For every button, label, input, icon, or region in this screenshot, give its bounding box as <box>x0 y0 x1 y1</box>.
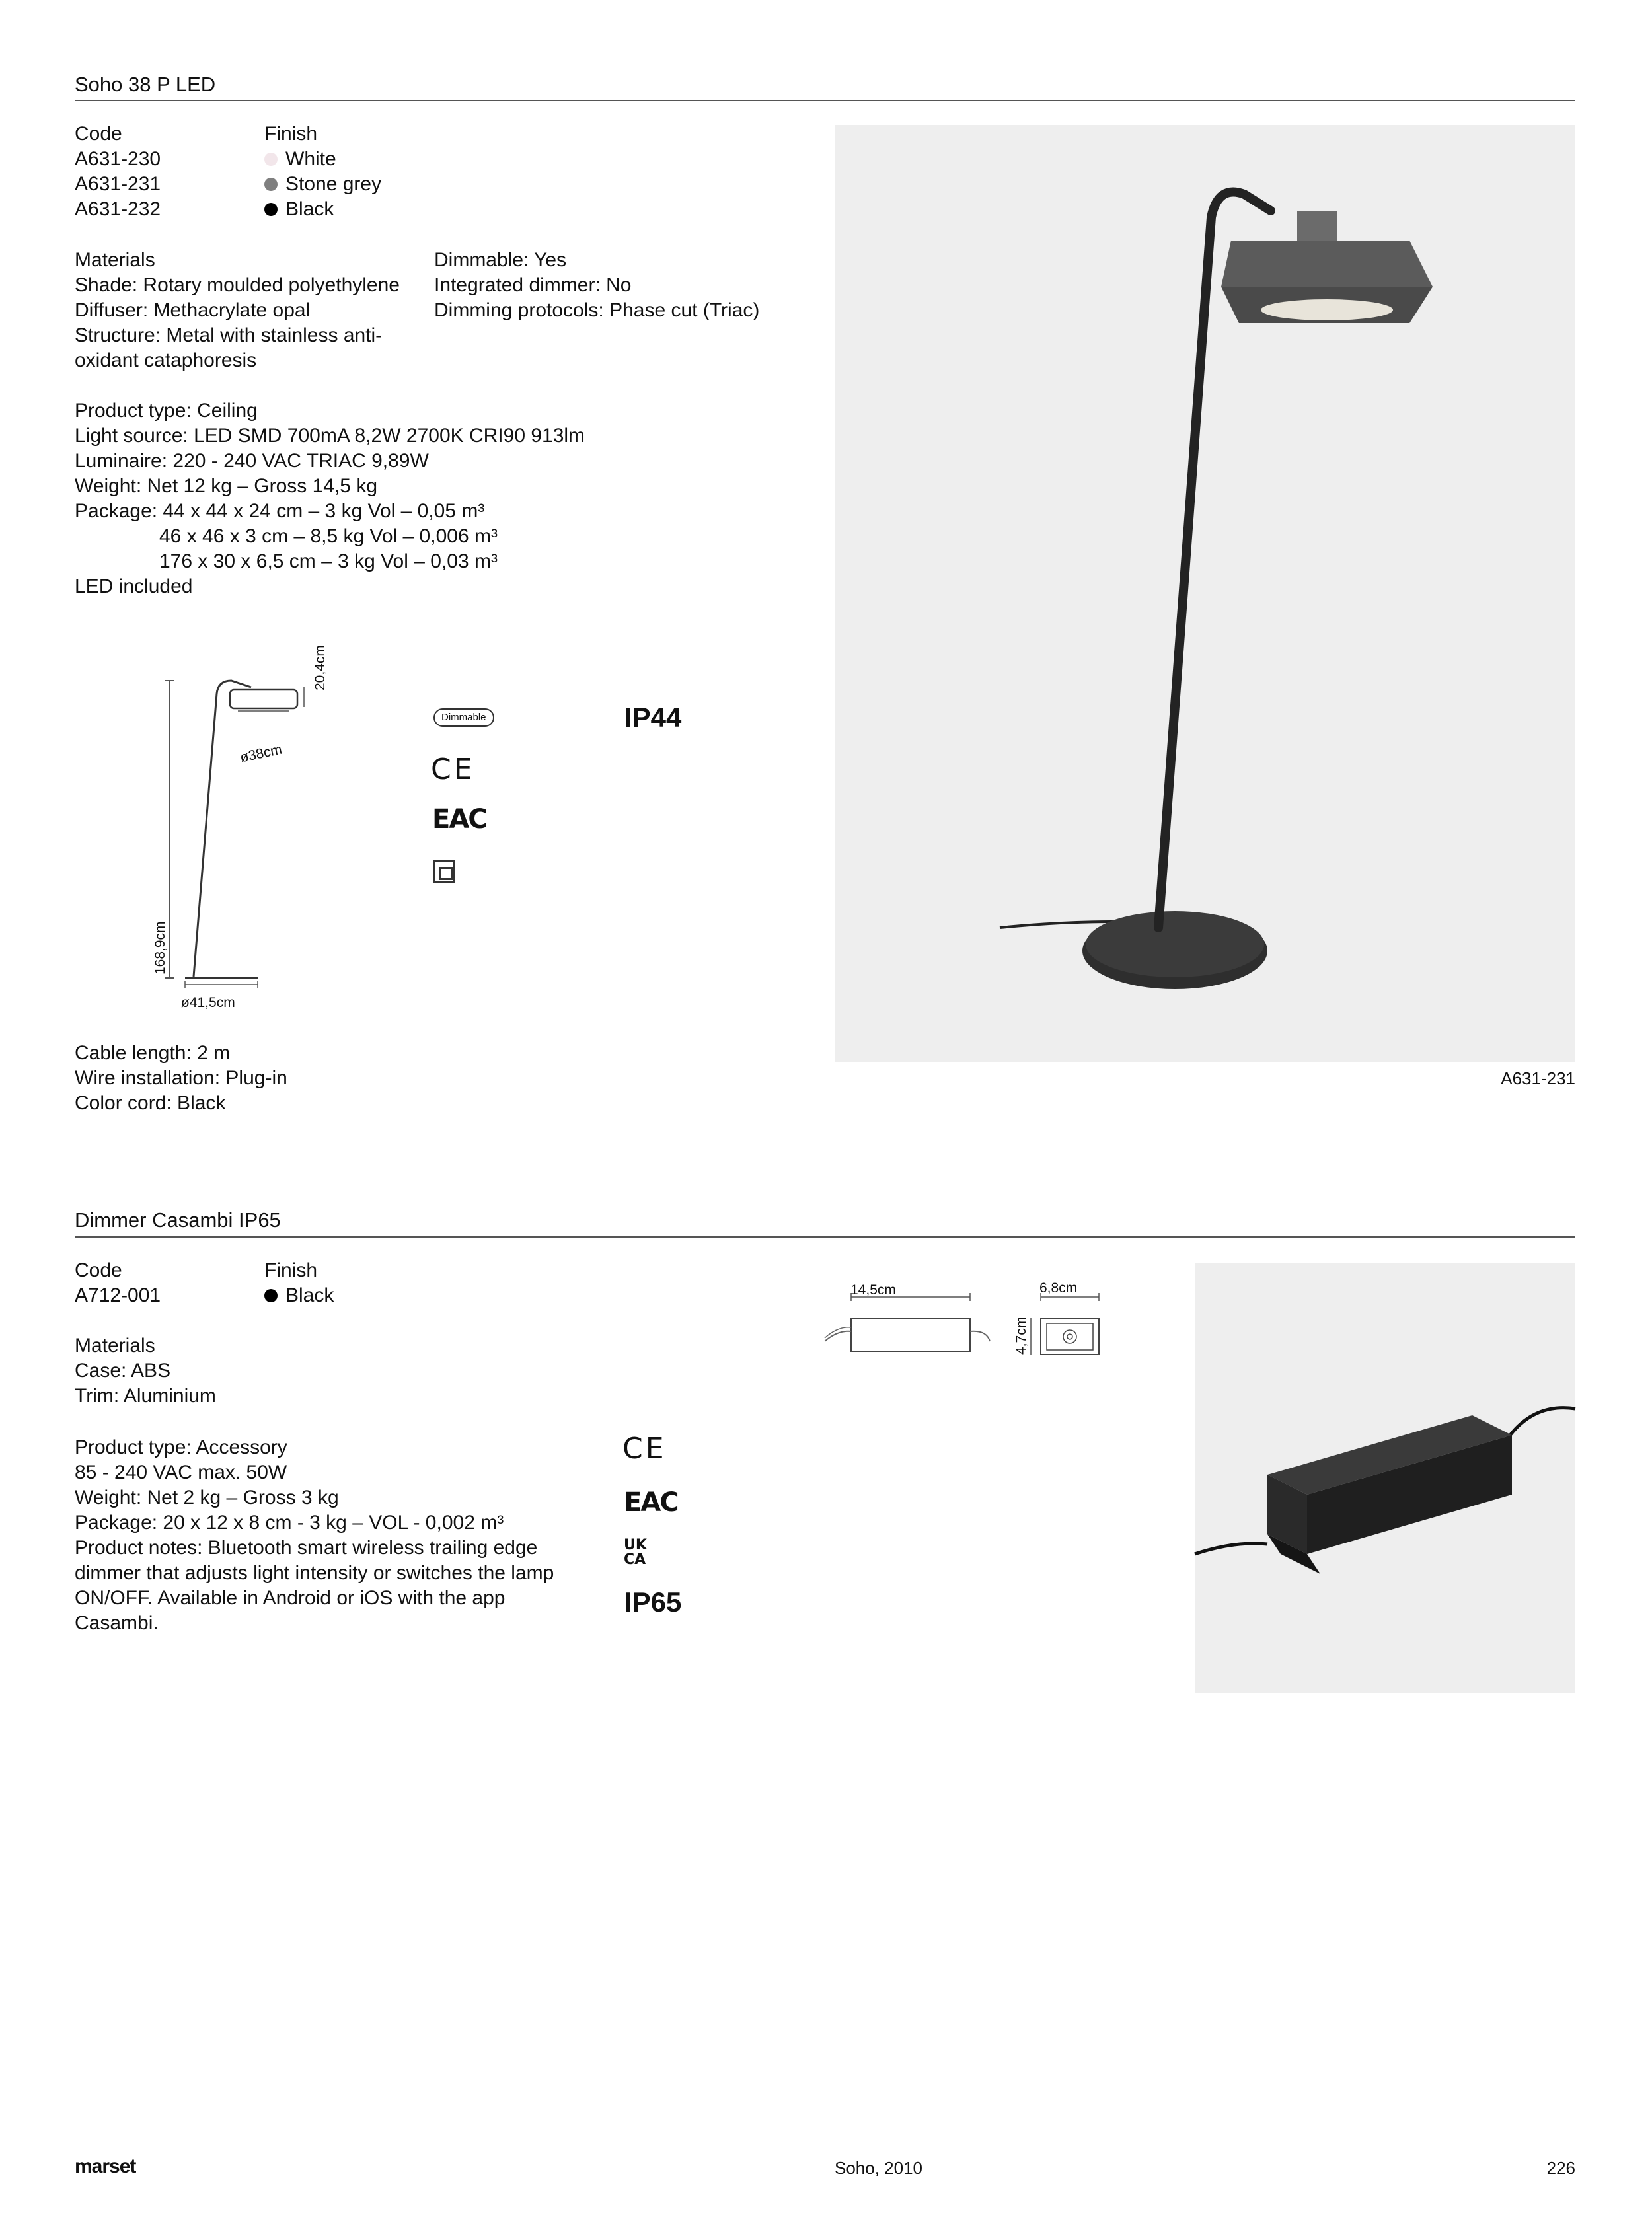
lamp-stem <box>194 681 251 977</box>
cable-line: Color cord: Black <box>75 1092 226 1114</box>
variant-code: A712-001 <box>75 1284 161 1306</box>
variant-code: A631-232 <box>75 198 161 220</box>
spec-line: Package: 20 x 12 x 8 cm - 3 kg – VOL - 0,002 m³ <box>75 1512 504 1534</box>
finish-header: Finish <box>264 1259 318 1281</box>
spec-line: Luminaire: 220 - 240 VAC TRIAC 9,89W <box>75 450 429 472</box>
page-number: 226 <box>1546 2158 1575 2178</box>
dimmer-length-label: 14,5cm <box>850 1282 896 1298</box>
ce-mark-icon: CE <box>431 753 475 786</box>
spec-line: 85 - 240 VAC max. 50W <box>75 1462 287 1483</box>
ce-mark-icon: CE <box>622 1432 667 1466</box>
section2-divider <box>75 1236 1575 1238</box>
material-line: Trim: Aluminium <box>75 1385 216 1407</box>
shade-diameter-label: ø38cm <box>239 741 283 766</box>
section1-code-column <box>75 122 161 222</box>
code-header: Code <box>75 123 122 145</box>
led-included: LED included <box>75 576 193 597</box>
brand-logo: marset <box>75 2155 136 2177</box>
photo-caption: A631-231 <box>1501 1068 1575 1088</box>
product-photo-floor-lamp <box>835 125 1575 1062</box>
variant-code: A631-231 <box>75 173 161 195</box>
section1-materials <box>75 248 400 373</box>
section2-title: Dimmer Casambi IP65 <box>75 1208 281 1232</box>
finish-swatch-white <box>264 153 278 166</box>
section2-materials <box>75 1333 216 1409</box>
material-line: Diffuser: Methacrylate opal <box>75 299 311 321</box>
spec-line: 46 x 46 x 3 cm – 8,5 kg Vol – 0,006 m³ <box>159 525 498 547</box>
spec-line: Product type: Ceiling <box>75 400 258 422</box>
spec-line: 176 x 30 x 6,5 cm – 3 kg Vol – 0,03 m³ <box>159 550 498 572</box>
shade-height-label: 20,4cm <box>313 645 328 690</box>
finish-swatch-stone-grey <box>264 178 278 191</box>
section1-specs <box>75 398 585 599</box>
section2-finish-column <box>264 1258 334 1308</box>
section2-specs <box>75 1435 504 1536</box>
eac-mark-icon: EAC <box>624 1487 678 1518</box>
ip-rating: IP65 <box>624 1586 682 1617</box>
lamp-shade <box>230 690 297 708</box>
finish-option: Black <box>264 1283 334 1308</box>
cable-line: Wire installation: Plug-in <box>75 1067 287 1089</box>
section1-finish-column <box>264 122 381 222</box>
product-photo-dimmer <box>1195 1263 1575 1693</box>
dimmable-badge: Dimmable <box>433 708 494 727</box>
materials-header: Materials <box>75 1335 155 1357</box>
dimming-line: Integrated dimmer: No <box>434 274 632 296</box>
base-diameter-label: ø41,5cm <box>181 995 235 1010</box>
total-height-label: 168,9cm <box>153 921 168 975</box>
footer-collection: Soho, 2010 <box>835 2158 923 2178</box>
material-line: Shade: Rotary moulded polyethylene <box>75 274 400 296</box>
dimming-line: Dimming protocols: Phase cut (Triac) <box>434 299 760 321</box>
finish-option: White <box>264 147 381 172</box>
finish-swatch-black <box>264 1289 278 1302</box>
dimmer-cable-left <box>1195 1543 1267 1554</box>
ukca-mark-icon: UK CA <box>624 1537 647 1568</box>
section1-cable <box>75 1041 287 1116</box>
dimmer-width-label: 6,8cm <box>1039 1281 1078 1296</box>
spec-line: Weight: Net 12 kg – Gross 14,5 kg <box>75 475 378 497</box>
material-line: Case: ABS <box>75 1360 171 1382</box>
material-line: oxidant cataphoresis <box>75 350 257 371</box>
dimmer-side-view <box>851 1318 970 1351</box>
section1-divider <box>75 100 1575 101</box>
class-ii-insulation-icon <box>433 860 455 883</box>
section1-dimming <box>434 248 759 323</box>
material-line: Structure: Metal with stainless anti- <box>75 324 383 346</box>
spec-line: Weight: Net 2 kg – Gross 3 kg <box>75 1487 339 1508</box>
code-header: Code <box>75 1259 122 1281</box>
dimmer-cable-right <box>1505 1408 1575 1442</box>
dimmer-height-label: 4,7cm <box>1014 1316 1029 1355</box>
section1-title: Soho 38 P LED <box>75 73 216 96</box>
eac-mark-icon: EAC <box>432 804 486 835</box>
ip-rating: IP44 <box>624 702 682 733</box>
spec-line: Product type: Accessory <box>75 1436 287 1458</box>
finish-option: Black <box>264 197 381 222</box>
dimming-line: Dimmable: Yes <box>434 249 567 271</box>
variant-code: A631-230 <box>75 148 161 170</box>
cable-line: Cable length: 2 m <box>75 1042 231 1064</box>
lamp-diffuser <box>1261 299 1393 320</box>
finish-swatch-black <box>264 203 278 216</box>
section2-code-column <box>75 1258 161 1308</box>
product-notes: Product notes: Bluetooth smart wireless trailing edge dimmer that adjusts light intensity or switches the lamp ON/OFF. Available in Android or iOS with the app Casambi. <box>75 1537 554 1634</box>
materials-header: Materials <box>75 249 155 271</box>
spec-line: Package: 44 x 44 x 24 cm – 3 kg Vol – 0,05 m³ <box>75 500 485 522</box>
finish-option: Stone grey <box>264 172 381 197</box>
finish-header: Finish <box>264 123 318 145</box>
lamp-shade-top <box>1297 211 1337 241</box>
spec-line: Light source: LED SMD 700mA 8,2W 2700K CRI90 913lm <box>75 425 585 447</box>
